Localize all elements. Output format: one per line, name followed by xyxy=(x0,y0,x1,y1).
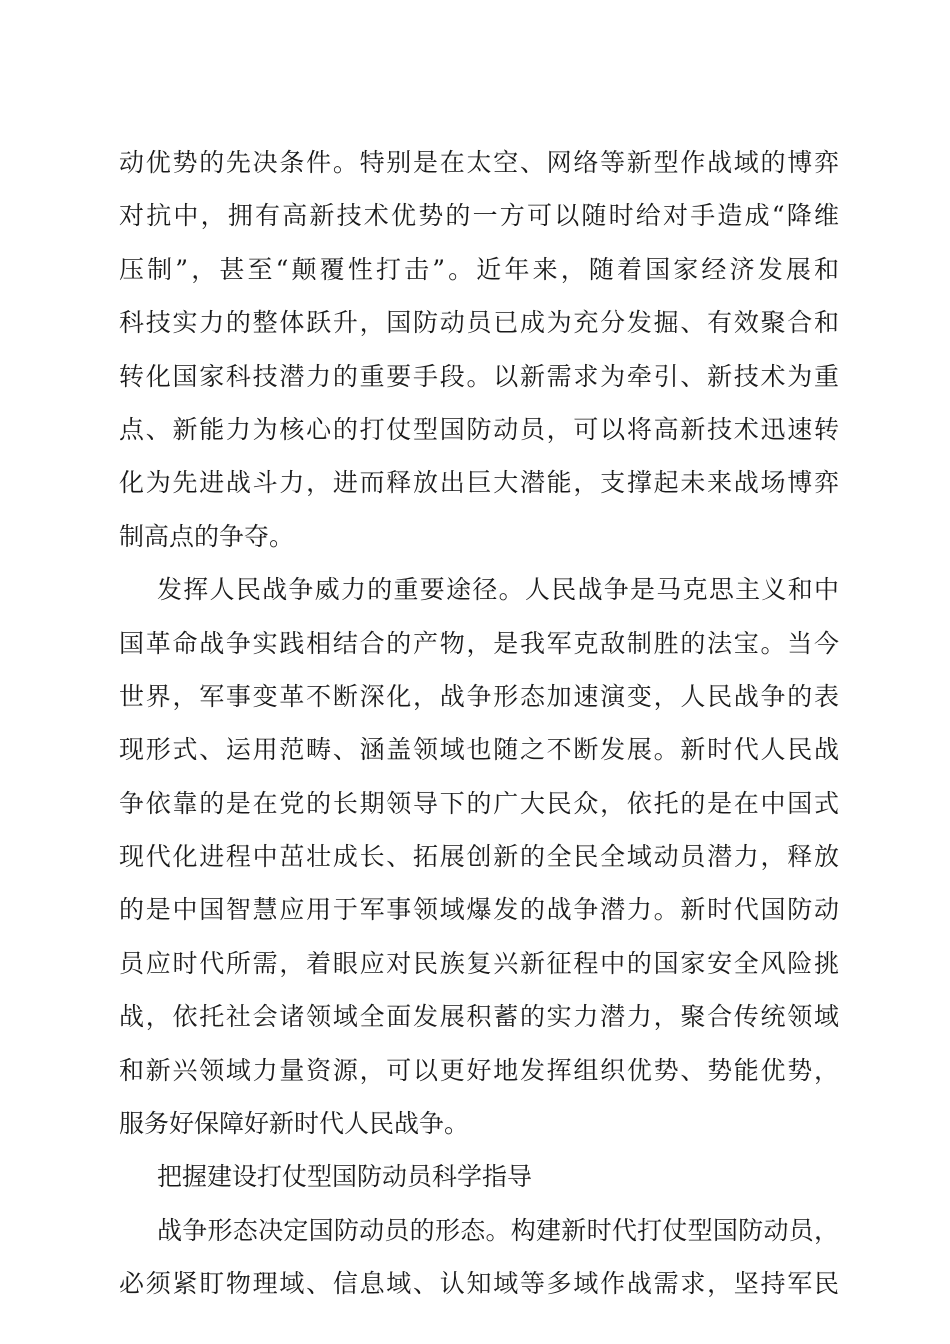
text-line: 战，依托社会诸领域全面发展积蓄的实力潜力，聚合传统领域 xyxy=(119,1002,839,1032)
text-line: 科技实力的整体跃升，国防动员已成为充分发掘、有效聚合和 xyxy=(119,308,839,338)
text-line: 必须紧盯物理域、信息域、认知域等多域作战需求，坚持军民 xyxy=(119,1269,839,1299)
text-line: 的是中国智慧应用于军事领域爆发的战争潜力。新时代国防动 xyxy=(119,895,839,925)
text-line: 化为先进战斗力，进而释放出巨大潜能，支撑起未来战场博弈 xyxy=(119,468,839,498)
text-line: 对抗中，拥有高新技术优势的一方可以随时给对手造成“降维 xyxy=(119,201,839,231)
text-line: 现代化进程中茁壮成长、拓展创新的全民全域动员潜力，释放 xyxy=(119,842,839,872)
text-line: 员应时代所需，着眼应对民族复兴新征程中的国家安全风险挑 xyxy=(119,948,839,978)
section-heading: 把握建设打仗型国防动员科学指导 xyxy=(157,1162,533,1192)
text-line: 转化国家科技潜力的重要手段。以新需求为牵引、新技术为重 xyxy=(119,361,839,391)
text-line: 和新兴领域力量资源，可以更好地发挥组织优势、势能优势， xyxy=(119,1055,839,1085)
body-text xyxy=(119,136,839,1311)
text-line: 国革命战争实践相结合的产物，是我军克敌制胜的法宝。当今 xyxy=(119,628,839,658)
text-line: 服务好保障好新时代人民战争。 xyxy=(119,1109,470,1139)
text-line: 现形式、运用范畴、涵盖领域也随之不断发展。新时代人民战 xyxy=(119,735,839,765)
paragraph-first-line: 战争形态决定国防动员的形态。构建新时代打仗型国防动员， xyxy=(157,1215,839,1245)
text-line: 动优势的先决条件。特别是在太空、网络等新型作战域的博弈 xyxy=(119,148,839,177)
paragraph-first-line: 发挥人民战争威力的重要途径。人民战争是马克思主义和中 xyxy=(157,575,839,605)
text-line: 点、新能力为核心的打仗型国防动员，可以将高新技术迅速转 xyxy=(119,414,839,444)
text-line: 制高点的争夺。 xyxy=(119,521,295,551)
text-line: 争依靠的是在党的长期领导下的广大民众，依托的是在中国式 xyxy=(119,788,839,818)
text-line: 压制”，甚至“颠覆性打击”。近年来，随着国家经济发展和 xyxy=(119,254,839,284)
text-line: 世界，军事变革不断深化，战争形态加速演变，人民战争的表 xyxy=(119,681,839,711)
